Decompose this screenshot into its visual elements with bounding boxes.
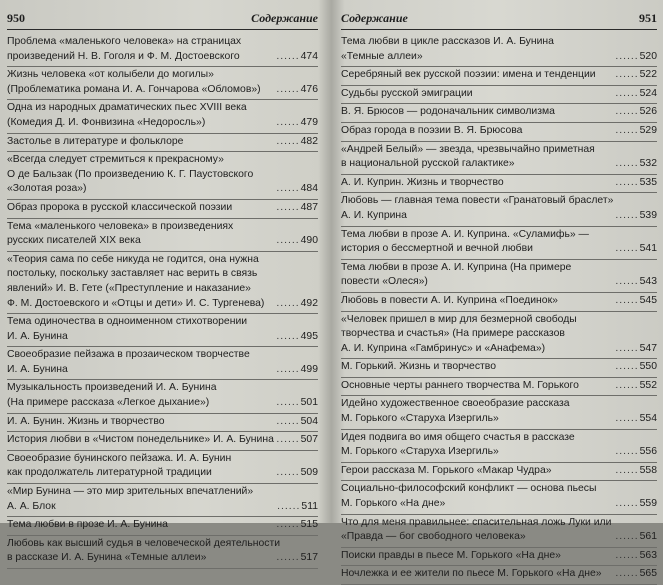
toc-entry-title-line: произведений Н. В. Гоголя и Ф. М. Достоевского <box>7 50 240 62</box>
toc-entry-title-line: в рассказе И. А. Бунина «Темные аллеи» <box>7 552 207 564</box>
toc-entry-page-number: ...... 499 <box>276 363 318 378</box>
toc-entry[interactable] <box>341 260 657 293</box>
toc-entry-page-number: ...... 487 <box>276 201 318 216</box>
toc-entry-title-line: Судьбы русской эмиграции <box>341 87 473 99</box>
toc-entry-title-line: М. Горький. Жизнь и творчество <box>341 361 496 373</box>
toc-entry[interactable] <box>341 515 657 548</box>
toc-entry-page-number: ...... 482 <box>276 135 318 150</box>
toc-entry[interactable] <box>7 34 318 67</box>
toc-entry[interactable] <box>341 104 657 123</box>
toc-entry[interactable] <box>7 200 318 219</box>
toc-entry-title-line: Любовь — главная тема повести «Гранатовый браслет» <box>341 195 614 207</box>
toc-entry-title-line: О де Бальзак (По произведению К. Г. Паустовского <box>7 168 254 180</box>
left-toc-list <box>7 34 318 569</box>
toc-entry-title-line: (На примере рассказа «Легкое дыхание») <box>7 397 210 409</box>
toc-entry-title-line: Тема одиночества в одноименном стихотворении <box>7 316 248 328</box>
toc-entry-page-number: ...... 550 <box>615 360 657 375</box>
toc-entry-title-line: В. Я. Брюсов — родоначальник символизма <box>341 106 555 118</box>
toc-entry-title-line: Идея подвига во имя общего счастья в рассказе <box>341 431 575 443</box>
toc-entry[interactable] <box>341 548 657 567</box>
toc-entry-page-number: ...... 524 <box>615 87 657 102</box>
toc-entry-title-line: «Правда — бог свободного человека» <box>341 531 526 543</box>
toc-entry-page-number: ...... 559 <box>615 497 657 512</box>
toc-entry-page-number: ...... 532 <box>615 157 657 172</box>
toc-entry-page-number: ...... 535 <box>615 176 657 191</box>
toc-entry-title-line: А. И. Куприна «Гамбринус» и «Анафема») <box>341 342 546 354</box>
toc-entry-title-line: И. А. Бунина <box>7 330 68 342</box>
toc-entry-title-line: Образ города в поэзии В. Я. Брюсова <box>341 124 523 136</box>
toc-entry-title-line: постольку, поскольку заставляет нас верить в связь <box>7 268 258 280</box>
toc-entry-title-line: Серебряный век русской поэзии: имена и тенденции <box>341 69 596 81</box>
toc-entry-title-line: Проблема «маленького человека» на страницах <box>7 36 242 47</box>
toc-entry[interactable] <box>7 134 318 153</box>
toc-entry-title-line: русских писателей XIX века <box>7 235 141 247</box>
toc-entry-title-line: Герои рассказа М. Горького «Макар Чудра» <box>341 464 552 476</box>
toc-entry-page-number: ...... 492 <box>276 297 318 312</box>
toc-entry-title-line: И. А. Бунина <box>7 363 68 375</box>
toc-entry-title-line: Жизнь человека «от колыбели до могилы» <box>7 69 214 81</box>
toc-entry-page-number: ...... 561 <box>615 530 657 545</box>
toc-entry[interactable] <box>341 34 657 67</box>
toc-entry-title-line: Одна из народных драматических пьес XVIII века <box>7 102 247 114</box>
toc-entry[interactable] <box>341 566 657 585</box>
left-page <box>0 0 324 564</box>
right-toc-list <box>341 34 657 585</box>
toc-entry[interactable] <box>341 142 657 175</box>
toc-entry-title-line: «Золотая роза») <box>7 183 87 195</box>
toc-entry-page-number: ...... 511 <box>277 500 318 515</box>
toc-entry[interactable] <box>7 314 318 347</box>
toc-entry-title-line: И. А. Бунин. Жизнь и творчество <box>7 415 165 427</box>
toc-entry-title-line: Образ пророка в русской классической поэзии <box>7 201 233 213</box>
toc-entry-page-number: ...... 554 <box>615 412 657 427</box>
toc-entry[interactable] <box>341 175 657 194</box>
toc-entry-title-line: Ф. М. Достоевского и «Отцы и дети» И. С. Тургенева) <box>7 297 265 309</box>
left-header-title: Содержание <box>251 11 318 25</box>
toc-entry[interactable] <box>341 293 657 312</box>
toc-entry-page-number: ...... 558 <box>615 464 657 479</box>
toc-entry[interactable] <box>341 67 657 86</box>
left-page-number: 950 <box>7 11 25 25</box>
toc-entry-page-number: ...... 545 <box>615 294 657 309</box>
toc-entry-title-line: как продолжатель литературной традиции <box>7 467 212 479</box>
toc-entry-page-number: ...... 507 <box>276 433 318 448</box>
toc-entry-title-line: Поиски правды в пьесе М. Горького «На дне» <box>341 549 561 561</box>
toc-entry[interactable] <box>7 152 318 200</box>
toc-entry-page-number: ...... 529 <box>615 124 657 139</box>
toc-entry[interactable] <box>7 517 318 536</box>
toc-entry[interactable] <box>341 396 657 429</box>
right-header-title: Содержание <box>341 11 408 25</box>
toc-entry[interactable] <box>341 359 657 378</box>
toc-entry-title-line: Тема любви в цикле рассказов И. А. Бунина <box>341 36 554 47</box>
toc-entry-page-number: ...... 501 <box>276 396 318 411</box>
right-page-header <box>341 11 657 30</box>
toc-entry-title-line: История любви в «Чистом понедельнике» И. А. Бунина <box>7 434 274 446</box>
toc-entry-page-number: ...... 556 <box>615 445 657 460</box>
toc-entry-title-line: Своеобразие бунинского пейзажа. И. А. Бунин <box>7 452 232 464</box>
toc-entry[interactable] <box>341 463 657 482</box>
toc-entry[interactable] <box>7 484 318 517</box>
toc-entry-page-number: ...... 541 <box>615 242 657 257</box>
toc-entry-title-line: история о бессмертной и вечной любви <box>341 243 533 255</box>
toc-entry[interactable] <box>7 536 318 569</box>
toc-entry[interactable] <box>7 67 318 100</box>
toc-entry[interactable] <box>7 100 318 133</box>
toc-entry[interactable] <box>341 227 657 260</box>
toc-entry[interactable] <box>7 451 318 484</box>
toc-entry-page-number: ...... 479 <box>276 116 318 131</box>
toc-entry-page-number: ...... 552 <box>615 379 657 394</box>
toc-entry-title-line: М. Горького «Старуха Изергиль» <box>341 413 499 425</box>
toc-entry-title-line: «Андрей Белый» — звезда, чрезвычайно приметная <box>341 143 595 155</box>
toc-entry-page-number: ...... 517 <box>276 551 318 566</box>
toc-entry-page-number: ...... 539 <box>615 209 657 224</box>
toc-entry-page-number: ...... 565 <box>615 567 657 582</box>
toc-entry-title-line: А. И. Куприна <box>341 209 407 221</box>
toc-entry-page-number: ...... 543 <box>615 275 657 290</box>
toc-entry-page-number: ...... 520 <box>615 50 657 65</box>
toc-entry[interactable] <box>341 430 657 463</box>
toc-entry[interactable] <box>7 219 318 252</box>
toc-entry-title-line: Тема любви в прозе А. И. Куприна. «Суламифь» — <box>341 228 589 240</box>
toc-entry-title-line: М. Горького «На дне» <box>341 498 446 510</box>
toc-entry-title-line: М. Горького «Старуха Изергиль» <box>341 446 499 458</box>
toc-entry-page-number: ...... 476 <box>276 83 318 98</box>
toc-entry-page-number: ...... 563 <box>615 549 657 564</box>
toc-entry[interactable] <box>7 414 318 433</box>
toc-entry[interactable] <box>7 252 318 314</box>
toc-entry[interactable] <box>7 432 318 451</box>
toc-entry-title-line: (Проблематика романа И. А. Гончарова «Обломов») <box>7 83 261 95</box>
toc-entry-page-number: ...... 509 <box>276 466 318 481</box>
toc-entry-title-line: Основные черты раннего творчества М. Горького <box>341 379 579 391</box>
toc-entry-page-number: ...... 515 <box>276 518 318 533</box>
toc-entry-title-line: «Теория сама по себе никуда не годится, она нужна <box>7 253 259 265</box>
toc-entry-page-number: ...... 547 <box>615 342 657 357</box>
toc-entry[interactable] <box>341 378 657 397</box>
toc-entry-title-line: явлений» И. В. Гете («Преступление и наказание» <box>7 282 251 294</box>
toc-entry-title-line: повести «Олеся») <box>341 276 428 288</box>
toc-entry-title-line: Тема «маленького человека» в произведениях <box>7 220 234 232</box>
toc-entry[interactable] <box>341 123 657 142</box>
toc-entry-title-line: Тема любви в прозе И. А. Бунина <box>7 519 168 531</box>
toc-entry-title-line: Любовь как высший судья в человеческой деятельности <box>7 537 281 549</box>
toc-entry[interactable] <box>341 481 657 514</box>
toc-entry-page-number: ...... 490 <box>276 234 318 249</box>
toc-entry-title-line: «Мир Бунина — это мир зрительных впечатлений» <box>7 486 254 498</box>
toc-entry-title-line: Тема любви в прозе А. И. Куприна (На примере <box>341 261 572 273</box>
toc-entry-page-number: ...... 522 <box>615 68 657 83</box>
toc-entry-title-line: (Комедия Д. И. Фонвизина «Недоросль») <box>7 116 206 128</box>
toc-entry-page-number: ...... 495 <box>276 330 318 345</box>
toc-entry-page-number: ...... 504 <box>276 415 318 430</box>
toc-entry-title-line: «Всегда следует стремиться к прекрасному» <box>7 154 224 166</box>
toc-entry-page-number: ...... 484 <box>276 182 318 197</box>
toc-entry[interactable] <box>341 86 657 105</box>
right-page-number: 951 <box>639 11 657 25</box>
toc-entry-page-number: ...... 474 <box>276 50 318 65</box>
toc-entry[interactable] <box>341 193 657 226</box>
toc-entry-title-line: Ночлежка и ее жители по пьесе М. Горького «На дне» <box>341 568 602 580</box>
toc-entry-title-line: Музыкальность произведений И. А. Бунина <box>7 382 217 394</box>
toc-entry-page-number: ...... 526 <box>615 105 657 120</box>
toc-entry[interactable] <box>7 380 318 413</box>
toc-entry-title-line: Что для меня правильнее: спасительная ложь Луки или <box>341 516 612 528</box>
toc-entry-title-line: Социально-философский конфликт — основа пьесы <box>341 483 597 495</box>
toc-entry[interactable] <box>7 347 318 380</box>
left-page-header <box>7 11 318 30</box>
toc-entry-title-line: А. А. Блок <box>7 500 56 512</box>
toc-entry-title-line: А. И. Куприн. Жизнь и творчество <box>341 176 504 188</box>
toc-entry[interactable] <box>341 312 657 360</box>
toc-entry-title-line: в национальной русской галактике» <box>341 158 515 170</box>
toc-entry-title-line: «Человек пришел в мир для безмерной свободы <box>341 313 577 325</box>
toc-entry-title-line: Застолье в литературе и фольклоре <box>7 135 184 147</box>
toc-entry-title-line: Своеобразие пейзажа в прозаическом творчестве <box>7 349 250 361</box>
right-page <box>334 0 663 580</box>
toc-entry-title-line: «Темные аллеи» <box>341 50 423 62</box>
toc-entry-title-line: творчества и счастья» (На примере рассказов <box>341 328 565 340</box>
toc-entry-title-line: Идейно художественное своеобразие рассказа <box>341 398 570 410</box>
toc-entry-title-line: Любовь в повести А. И. Куприна «Поединок» <box>341 294 558 306</box>
